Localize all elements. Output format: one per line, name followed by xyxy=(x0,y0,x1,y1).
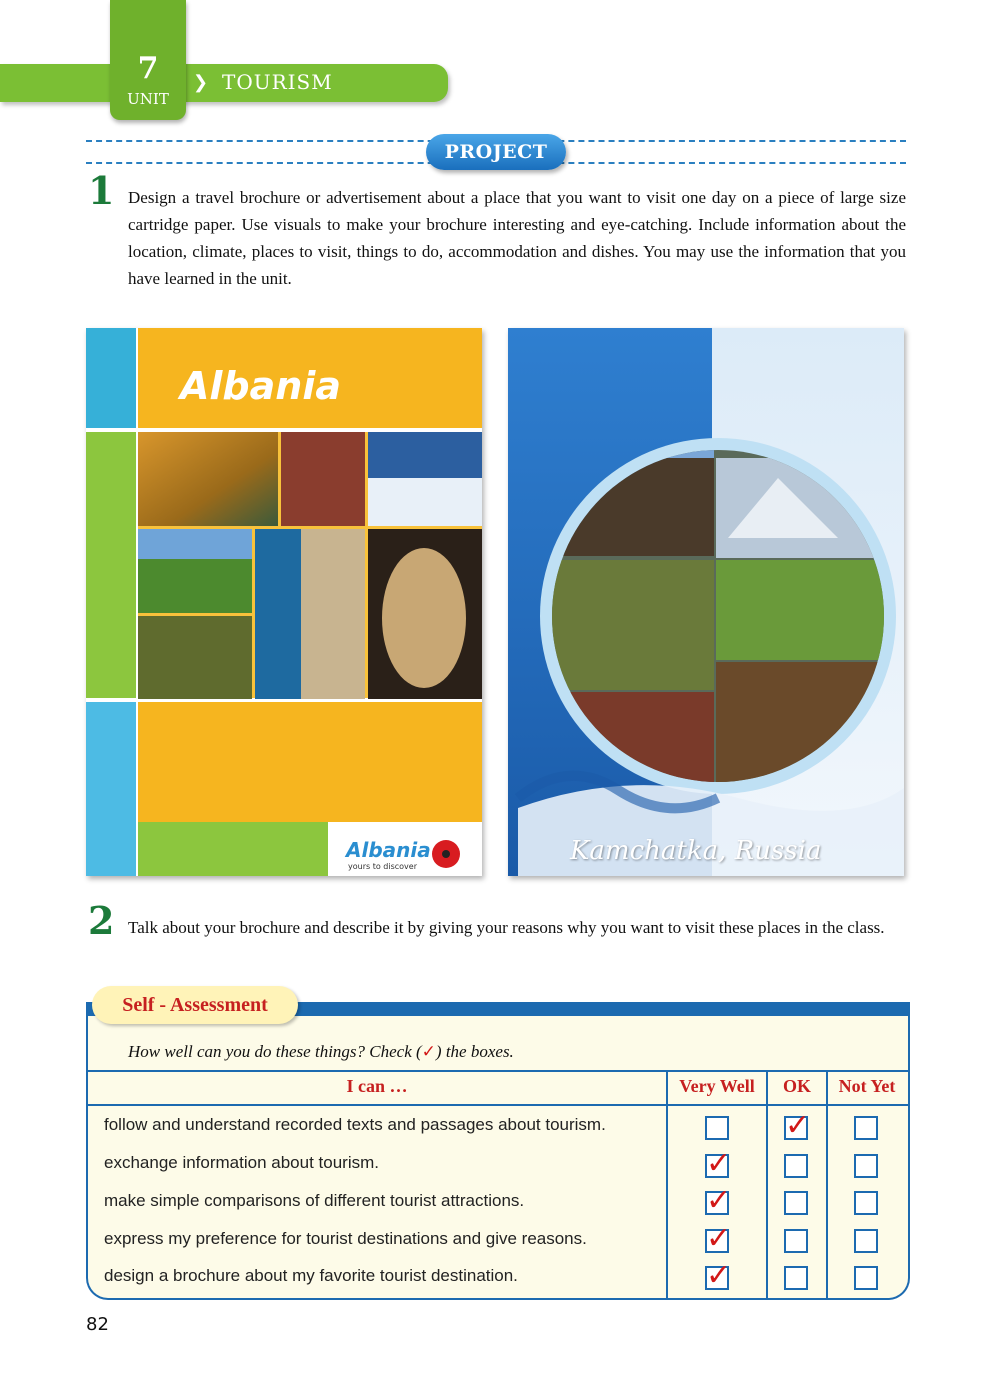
unit-tab xyxy=(110,0,186,120)
albania-logo-text: Albania xyxy=(346,838,431,862)
albania-brochure xyxy=(86,328,482,876)
col-header-ican: I can … xyxy=(346,1076,408,1096)
page-number: 82 xyxy=(86,1314,109,1335)
col-divider-2 xyxy=(766,1070,768,1298)
checkbox-notyet[interactable] xyxy=(854,1229,878,1253)
check-mark-icon: ✓ xyxy=(706,1221,732,1256)
check-mark-icon: ✓ xyxy=(706,1258,732,1293)
task-number-2: 2 xyxy=(88,898,115,943)
checkbox-notyet[interactable] xyxy=(854,1116,878,1140)
kamchatka-brochure-art xyxy=(508,328,904,876)
table-header-line xyxy=(86,1104,908,1106)
checkbox-ok[interactable] xyxy=(784,1191,808,1215)
kamchatka-caption: Kamchatka, Russia xyxy=(570,836,822,866)
check-mark-icon: ✓ xyxy=(706,1183,732,1218)
assessment-row-text: exchange information about tourism. xyxy=(104,1153,379,1172)
kamchatka-brochure xyxy=(508,328,904,876)
unit-number: 7 xyxy=(137,51,159,86)
check-mark-icon: ✓ xyxy=(785,1108,811,1143)
col-header-notyet: Not Yet xyxy=(838,1076,896,1096)
chevron-right-icon: ❯ xyxy=(193,72,209,93)
self-assessment-question xyxy=(128,1042,514,1062)
question-text-end: ) the boxes. xyxy=(435,1042,514,1061)
checkbox-ok[interactable] xyxy=(784,1154,808,1178)
albania-logo-tagline: yours to discover xyxy=(348,862,417,871)
self-assessment-title: Self - Assessment xyxy=(92,986,298,1024)
table-top-line xyxy=(86,1070,908,1072)
col-header-verywell: Very Well xyxy=(679,1076,755,1096)
checkbox-verywell[interactable] xyxy=(705,1116,729,1140)
checkbox-ok[interactable] xyxy=(784,1229,808,1253)
assessment-row-text: make simple comparisons of different tourist attractions. xyxy=(104,1191,525,1210)
task-2-text: Talk about your brochure and describe it by giving your reasons why you want to visit these places in the class. xyxy=(128,918,885,937)
checkbox-notyet[interactable] xyxy=(854,1266,878,1290)
albania-title: Albania xyxy=(180,364,341,408)
assessment-row-text: follow and understand recorded texts and passages about tourism. xyxy=(104,1115,606,1134)
col-divider-1 xyxy=(666,1070,668,1298)
task-1-text: Design a travel brochure or advertisement about a place that you want to visit one day on a piece of large size cartridge paper. Use visuals to make your brochure interesting and eye-catching. Include information about the location, climate, places to visit, things to do, accommodation and dishes. You may use the information that you have learned in the unit. xyxy=(128,188,906,288)
checkbox-notyet[interactable] xyxy=(854,1154,878,1178)
assessment-row-text: express my preference for tourist destinations and give reasons. xyxy=(104,1229,587,1248)
albania-brochure-art xyxy=(86,328,482,876)
col-divider-3 xyxy=(826,1070,828,1298)
assessment-row-text: design a brochure about my favorite tourist destination. xyxy=(104,1266,518,1285)
question-text-start: How well can you do these things? Check ( xyxy=(128,1042,422,1061)
checkbox-ok[interactable] xyxy=(784,1266,808,1290)
col-header-ok: OK xyxy=(782,1076,811,1096)
check-mark-icon: ✓ xyxy=(421,1042,436,1061)
unit-label: UNIT xyxy=(127,90,169,108)
project-badge: PROJECT xyxy=(426,134,566,170)
check-mark-icon: ✓ xyxy=(706,1146,732,1181)
checkbox-notyet[interactable] xyxy=(854,1191,878,1215)
task-number-1: 1 xyxy=(88,168,115,213)
section-title: TOURISM xyxy=(222,70,333,94)
